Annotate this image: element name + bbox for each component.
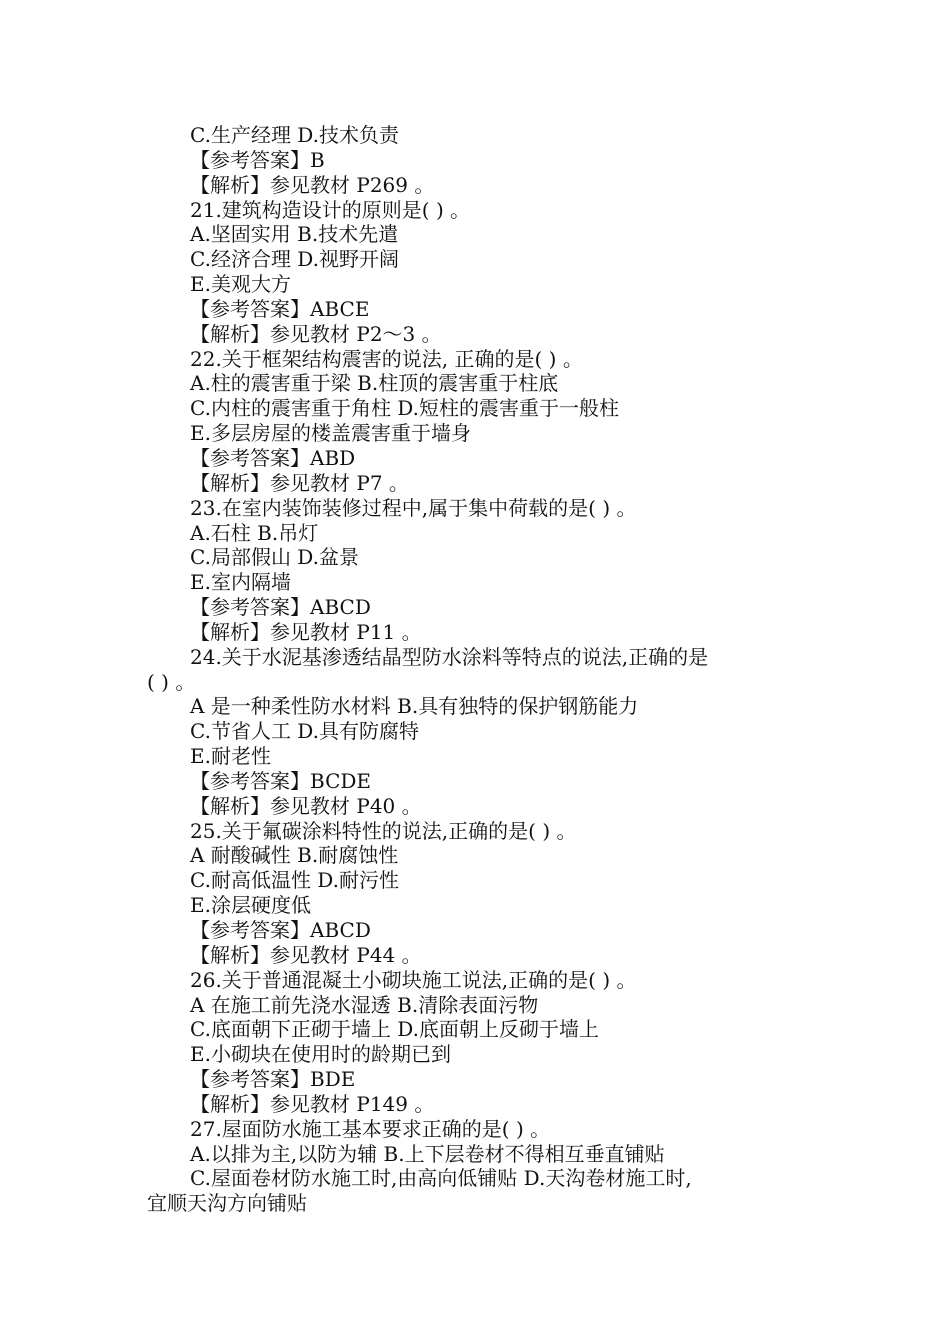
option-line: A.柱的震害重于梁 B.柱顶的震害重于柱底: [190, 371, 559, 396]
option-line: A.石柱 B.吊灯: [190, 520, 319, 545]
option-line: E.小砌块在使用时的龄期已到: [190, 1042, 451, 1067]
analysis-line: 【解析】参见教材 P269 。: [190, 172, 435, 197]
option-line: C.耐高低温性 D.耐污性: [190, 868, 399, 893]
question-27: 27.屋面防水施工基本要求正确的是( ) 。: [190, 1116, 551, 1141]
analysis-line: 【解析】参见教材 P149 。: [190, 1091, 435, 1116]
option-line-continued: 宜顺天沟方向铺贴: [147, 1191, 307, 1216]
answer-line: 【参考答案】BCDE: [190, 768, 372, 793]
question-24: 24.关于水泥基渗透结晶型防水涂料等特点的说法,正确的是: [190, 644, 709, 669]
option-line: E.室内隔墙: [190, 570, 291, 595]
answer-line: 【参考答案】BDE: [190, 1067, 356, 1092]
option-line: E.耐老性: [190, 744, 271, 769]
question-22: 22.关于框架结构震害的说法, 正确的是( ) 。: [190, 346, 583, 371]
question-21: 21.建筑构造设计的原则是( ) 。: [190, 197, 471, 222]
question-23: 23.在室内装饰装修过程中,属于集中荷载的是( ) 。: [190, 495, 637, 520]
option-line: C.经济合理 D.视野开阔: [190, 247, 399, 272]
option-line: C.底面朝下正砌于墙上 D.底面朝上反砌于墙上: [190, 1017, 599, 1042]
option-line: C.局部假山 D.盆景: [190, 545, 359, 570]
question-26: 26.关于普通混凝土小砌块施工说法,正确的是( ) 。: [190, 967, 637, 992]
option-line: E.美观大方: [190, 272, 291, 297]
question-25: 25.关于氟碳涂料特性的说法,正确的是( ) 。: [190, 818, 577, 843]
analysis-line: 【解析】参见教材 P11 。: [190, 619, 422, 644]
option-line: A 耐酸碱性 B.耐腐蚀性: [190, 843, 399, 868]
option-line: E.多层房屋的楼盖震害重于墙身: [190, 421, 471, 446]
answer-line: 【参考答案】ABCD: [190, 595, 371, 620]
text-line: C.生产经理 D.技术负责: [190, 123, 399, 147]
answer-line: 【参考答案】B: [190, 147, 325, 172]
answer-line: 【参考答案】ABD: [190, 445, 356, 470]
answer-line: 【参考答案】ABCD: [190, 918, 371, 942]
analysis-line: 【解析】参见教材 P44 。: [190, 942, 422, 967]
option-line: E.涂层硬度低: [190, 893, 311, 918]
analysis-line: 【解析】参见教材 P40 。: [190, 793, 422, 818]
document-body: [147, 123, 827, 1216]
option-line: A 在施工前先浇水湿透 B.清除表面污物: [190, 992, 539, 1017]
option-line: C.节省人工 D.具有防腐特: [190, 719, 419, 744]
option-line: A.以排为主,以防为辅 B.上下层卷材不得相互垂直铺贴: [190, 1141, 665, 1166]
answer-line: 【参考答案】ABCE: [190, 296, 370, 321]
option-line: A.坚固实用 B.技术先遣: [190, 222, 399, 247]
analysis-line: 【解析】参见教材 P7 。: [190, 470, 409, 495]
analysis-line: 【解析】参见教材 P2～3 。: [190, 321, 442, 346]
option-line: C.屋面卷材防水施工时,由高向低铺贴 D.天沟卷材施工时,: [190, 1166, 692, 1191]
question-24-continued: ( ) 。: [147, 669, 196, 694]
option-line: C.内柱的震害重于角柱 D.短柱的震害重于一般柱: [190, 396, 619, 421]
option-line: A 是一种柔性防水材料 B.具有独特的保护钢筋能力: [190, 694, 639, 719]
